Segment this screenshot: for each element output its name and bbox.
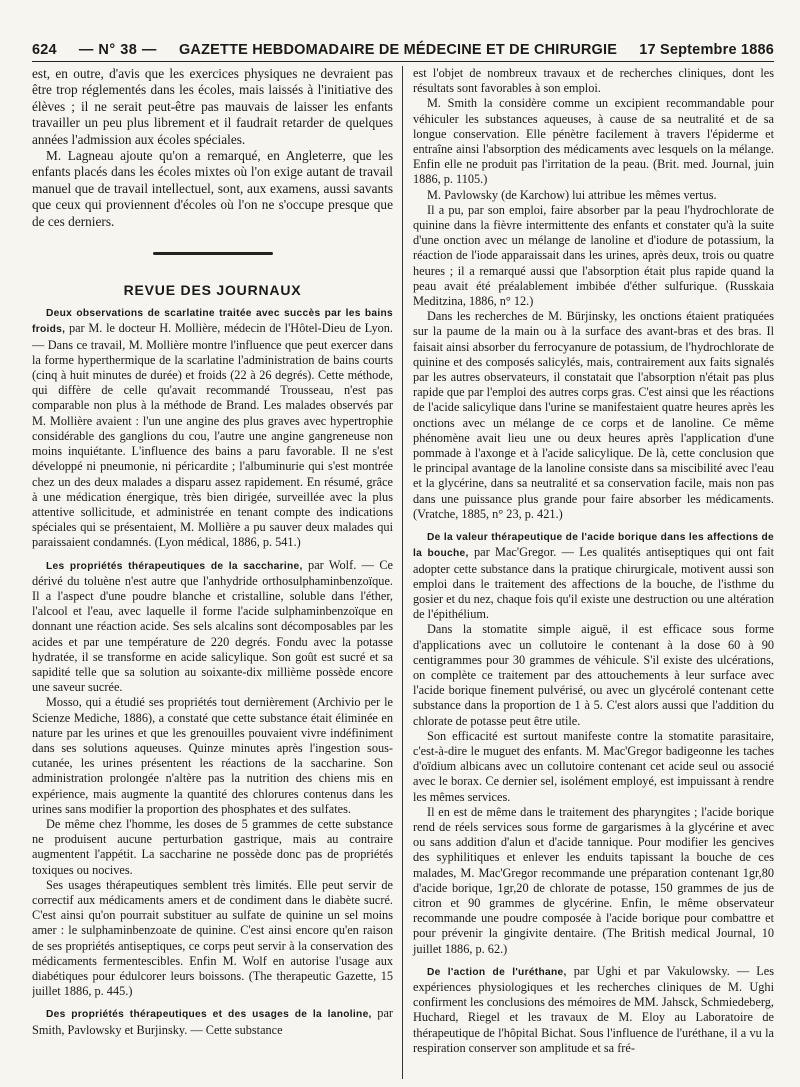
- paragraph: Dans la stomatite simple aiguë, il est efficace sous forme d'applications avec un collutoire le contenant à la dose 60 à 90 centigrammes pour 30 grammes de véhicule. S'il existe des ulcérations, on complète ce traitement par des attouchements à leur surface avec l'acide borique finement pulvérisé, ou avec un glycérolé contenant cette substance dans la proportion de 1 à 5. C'est alors aussi que l'addition du chlorate de potasse peut être utile.: [413, 622, 774, 728]
- text-columns: [32, 66, 774, 1079]
- article-title: Des propriétés thérapeutiques et des usages de la lanoline,: [46, 1009, 372, 1021]
- paragraph: Dans les recherches de M. Bürjinsky, les onctions étaient pratiquées sur la paume de la main ou à la surface des avant-bras et des bras. Il faisait ainsi absorber du ferrocyanure de potassium, de l'hydrochlorate de quinine et des composés salicylés, mais, contrairement aux faits signalés par les autres observateurs, il constatait que l'absorption n'était pas plus rapide que par l'emploi des autres corps gras. C'est ainsi que les réactions de l'acide salicylique dans l'urine se manifestaient quatre heures après les onctions avec un mélange de ce corps et de lanoline. Ce même phénomène avait lieu une ou deux heures après l'application d'une pommade à l'axonge et à l'acide salicylique. De là, cette conclusion que le principal avantage de la lanoline consiste dans sa miscibilité avec l'eau et la glycérine, dans sa neutralité et sa conservation facile, mais non pas dans une puissance plus grande pour faire absorber les médicaments. (Vratche, 1885, n° 23, p. 421.): [413, 309, 774, 521]
- paragraph: M. Lagneau ajoute qu'on a remarqué, en Angleterre, que les enfants placés dans les écoles mixtes où l'on exige autant de travail manuel que de travail intellectuel, sont, aux examens, aussi savants que ceux qui proviennent d'écoles où l'on ne s'occupe presque que de ces derniers.: [32, 148, 393, 229]
- paragraph: est, en outre, d'avis que les exercices physiques ne devraient pas être trop réglementés dans les écoles, mais laissés à l'initiative des élèves ; il ne serait peut-être pas mauvais de laisser les enfants travailler un peu plus librement et il faudrait retarder de quelques années l'admission aux écoles spéciales.: [32, 66, 393, 147]
- article-body: par Mac'Gregor. — Les qualités antiseptiques qui ont fait adopter cette substance dans la pratique chirurgicale, motivent aussi son emploi dans le traitement des affections de la bouche, de l'isthme du gosier et du nez, chaque fois qu'il existe une destruction ou une altération de l'épithélium.: [413, 545, 774, 622]
- article-body: par M. le docteur H. Mollière, médecin de l'Hôtel-Dieu de Lyon. — Dans ce travail, M. Mollière montre l'influence que peut exercer dans la forme hyperthermique de la scarlatine l'administration de bains courts (cinq à huit minutes de durée) et froids (22 à 26 degrés). Cette méthode, qui diffère de celle qu'avait recommandé Trousseau, n'est pas comparable non plus à la méthode de Brand. Les malades observés par M. Mollière avaient : l'un une angine des plus graves avec hypertrophie considérable des ganglions du cou, l'autre une angine gangreneuse non moins inquiétante. L'influence des bains a paru favorable. Il ne s'est développé ni pneumonie, ni péricardite ; l'albuminurie qui s'est montrée chez un des deux malades a disparu assez rapidement. En résumé, grâce à une médication énergique, très bien dirigée, surveillée avec la plus attentive sollicitude, et administrée en tenant compte des indications spéciales qui se présentaient, M. Mollière a pu sauver deux malades qui paraissaient condamnés. (Lyon médical, 1886, p. 541.): [32, 321, 393, 550]
- article: [32, 558, 393, 1000]
- issue-number: — N° 38 —: [78, 42, 157, 58]
- section-divider: [32, 252, 393, 255]
- article: [32, 305, 393, 550]
- article-title: Deux observations de scarlatine traitée avec succès par les bains froids,: [32, 308, 393, 336]
- article-title: Les propriétés thérapeutiques de la saccharine,: [46, 560, 303, 572]
- paragraph: M. Pavlowsky (de Karchow) lui attribue les mêmes vertus.: [427, 187, 717, 202]
- paragraph: De même chez l'homme, les doses de 5 grammes de cette substance ne produisent aucune perturbation gastrique, mais au contraire augmentent l'appétit. La saccharine ne possède donc pas de propriétés toxiques ou nocives.: [32, 816, 393, 877]
- article-title: De la valeur thérapeutique de l'acide borique dans les affections de la bouche,: [413, 532, 774, 560]
- left-column: [32, 66, 403, 1079]
- issue-date: 17 Septembre 1886: [639, 42, 774, 58]
- article: [413, 964, 774, 1056]
- article: [413, 529, 774, 957]
- page-number: 624: [32, 42, 57, 58]
- right-column: [403, 66, 774, 1079]
- running-header: [32, 38, 774, 62]
- article: [32, 1006, 393, 1037]
- paragraph: Son efficacité est surtout manifeste contre la stomatite parasitaire, c'est-à-dire le muguet des enfants. M. Mac'Gregor badigeonne les taches d'oïdium albicans avec un collutoire contenant cet acide seul ou associé avec le borax. Ce dernier sel, isolément employé, est impuissant à rendre les mêmes services.: [413, 728, 774, 804]
- article-body: par Smith, Pavlowsky et Burjinsky. — Cette substance: [32, 1006, 393, 1037]
- section-title: REVUE DES JOURNAUX: [123, 282, 302, 299]
- article-body: par Ughi et par Vakulowsky. — Les expériences physiologiques et les recherches cliniques de M. Ughi confirment les conclusions des mémoires de MM. Jahsck, Schmiedeberg, Huchard, Riegel et les travaux de M. Eloy au Laboratoire de thérapeutique de l'hôpital Bichat. Sous l'influence de l'uréthane, il a vu la respiration conserver son amplitude et sa fré-: [413, 963, 774, 1055]
- paragraph: Mosso, qui a étudié ses propriétés tout dernièrement (Archivio per le Scienze Mediche, 1886), a constaté que cette substance était éliminée en nature par les urines et que les grenouilles pouvaient vivre indéfiniment dans ses solutions aqueuses. Quinze minutes après l'ingestion sous-cutanée, les urines présentent les réactions de la saccharine. Son administration prolongée n'altère pas la nutrition des chiens mis en expérience, mais augmente la quantité des chlorures contenus dans les urines sans modifier la proportion des phosphates et des sulfates.: [32, 695, 393, 816]
- paragraph: Il a pu, par son emploi, faire absorber par la peau l'hydrochlorate de quinine dans la fièvre intermittente des enfants et constater qu'à la suite d'une onction avec un mélange de lanoline et d'iodure de potassium, la réaction de l'iode apparaissait dans les urines, après deux, trois ou quatre heures ; il a remarqué aussi que l'absorption était plus rapide quand la peau avait été préalablement imbibée d'éther sulfurique. (Russkaia Meditzina, 1886, n° 12.): [413, 202, 774, 309]
- paragraph: est l'objet de nombreux travaux et de recherches cliniques, dont les résultats sont favorables à son emploi.: [413, 66, 774, 96]
- article-body: par Wolf. — Ce dérivé du toluène n'est autre que l'anhydride orthosulphaminbenzoïque. Il a l'aspect d'une poudre blanche et cristalline, soluble dans l'éther, l'alcool et l'eau, avec laquelle il forme l'acide sulphaminbenzoïque en donnant une réaction acide. Ses sels alcalins sont décomposables par les acides et par une température de 220 degrés. Fondu avec la potasse hydratée, il se transforme en acide salicylique. Son goût est sucré et sa sapidité telle que sa solution au soixante-dix millième possède encore une saveur sucrée.: [32, 557, 393, 695]
- paragraph: Il en est de même dans le traitement des pharyngites ; l'acide borique rend de réels services sous forme de gargarismes à la glycérine et avec ou sans addition d'alun et d'acide tannique. Pour modifier les gencives des syphilitiques et enlever les enduits tapissant la bouche de ces malades, M. Mac'Gregor recommande une préparation contenant 1gr,80 d'acide borique, 1gr,20 de chlorate de potasse, 150 grammes de jus de citron et 90 grammes de glycérine. Enfin, le même observateur recommande une poudre composée à l'acide borique pour combattre et pour prévenir la gingivite dentaire. (The British medical Journal, 10 juillet 1886, p. 62.): [413, 804, 774, 956]
- article-title: De l'action de l'uréthane,: [427, 966, 567, 978]
- paragraph: M. Smith la considère comme un excipient recommandable pour véhiculer les substances aqueuses, à cause de sa neutralité et de sa longue conservation. Elle pénètre facilement à travers l'épiderme et entraîne ainsi l'absorption des médicaments avec lesquels on la mélange. Enfin elle ne produit pas l'irritation de la peau. (Brit. med. Journal, juin 1886, p. 1105.): [413, 96, 774, 187]
- paragraph: Ses usages thérapeutiques semblent très limités. Elle peut servir de correctif aux médicaments amers et de condiment dans le diabète sucré. C'est ainsi qu'on pourrait substituer au sulfate de quinine un sel moins amer : le sulphaminbenzoate de quinine. C'est ainsi encore qu'en raison de ses propriétés antiseptiques, ce corps peut servir à la conservation des médicaments fermentescibles. Enfin M. Wolf en autorise l'usage aux diabétiques pour édulcorer leurs boissons. (The therapeutic Gazette, 15 juillet 1886, p. 445.): [32, 877, 393, 999]
- journal-title: GAZETTE HEBDOMADAIRE DE MÉDECINE ET DE CHIRURGIE: [178, 42, 618, 58]
